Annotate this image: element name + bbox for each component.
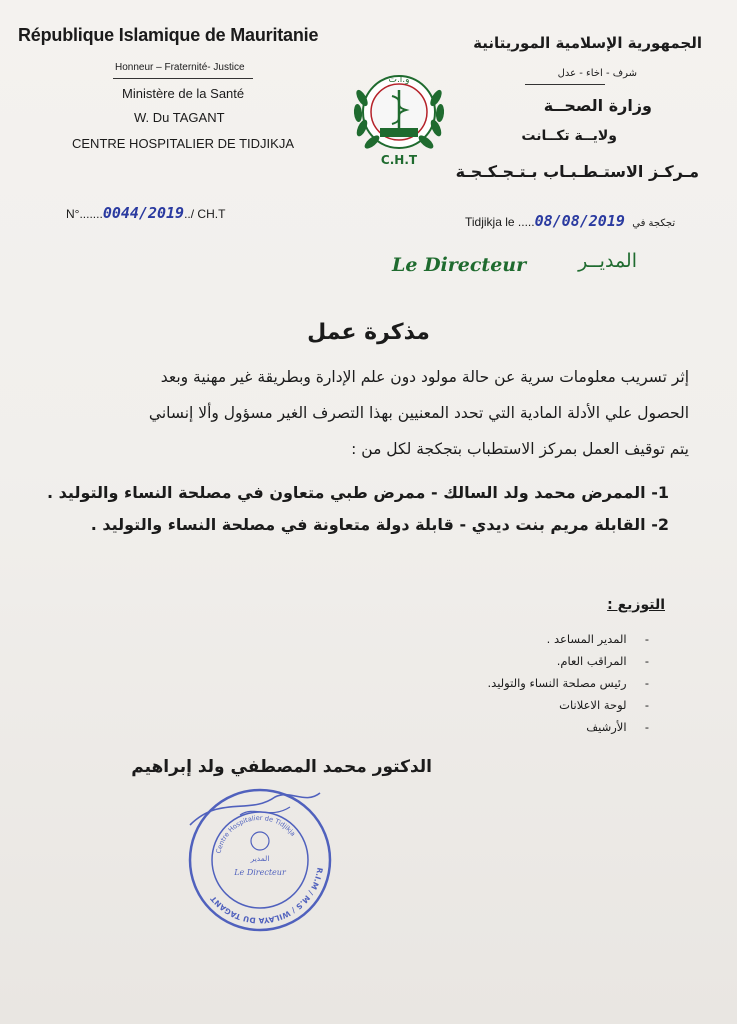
memo-line-2: الحصول علي الأدلة المادية التي تحدد المعنيين بهذا التصرف الغير مسؤول وألا إنساني — [148, 404, 689, 422]
distribution-title: التوزيع : — [607, 597, 665, 613]
logo-caption: C.H.T — [380, 153, 418, 167]
signatory-name: الدكتور محمد المصطفي ولد إبراهيم — [131, 757, 432, 777]
memo-item-2: 2- القابلة مريم بنت ديدي - قابلة دولة متعاونة في مصلحة النساء والتوليد . — [90, 515, 669, 534]
header-country-fr: République Islamique de Mauritanie — [18, 25, 319, 45]
reference-suffix: ../ CH.T — [184, 207, 226, 221]
memo-line-1: إثر تسريب معلومات سرية عن حالة مولود دون علم الإدارة وبطريقة غير مهنية وبعد — [160, 368, 689, 386]
header-country-ar: الجمهورية الإسلامية الموريتانية — [473, 34, 702, 52]
motto-underline — [113, 78, 253, 79]
stamp-center-label: Le Directeur — [234, 868, 286, 877]
header-region-fr: W. Du TAGANT — [134, 110, 225, 125]
director-ar: المديــر — [578, 250, 637, 272]
header-ministry-fr: Ministère de la Santé — [122, 86, 245, 101]
motto-ar-underline — [525, 84, 605, 85]
header-ministry-ar: وزارة الصحــة — [543, 96, 652, 115]
distribution-item: - رئيس مصلحة النساء والتوليد. — [487, 676, 649, 690]
date-line — [465, 212, 675, 230]
stamp-inner-text: Centre Hospitalier de Tidjikja — [214, 813, 298, 855]
distribution-item: - لوحة الاعلانات — [559, 698, 649, 712]
stamp-outer-text: R.I.M / M.S / WILAYA DU TAGANT — [208, 866, 325, 926]
director-fr: Le Directeur — [392, 254, 527, 276]
header-hospital-fr: CENTRE HOSPITALIER DE TIDJIKJA — [72, 136, 295, 151]
date-prefix: Tidjikja le ..... — [465, 215, 535, 229]
stamp-center-ar: المدير — [250, 854, 270, 863]
header-motto-fr: Honneur – Fraternité- Justice — [115, 62, 245, 73]
date-suffix-ar: تجكجة في — [632, 218, 676, 229]
reference-prefix: N°....... — [66, 207, 103, 221]
official-stamp — [180, 785, 340, 935]
memo-line-3: يتم توقيف العمل بمركز الاستطباب بتجكجة لكل من : — [351, 440, 689, 458]
reference-number: 0044/2019 — [102, 204, 185, 222]
memo-item-1: 1- الممرض محمد ولد السالك - ممرض طبي متعاون في مصلحة النساء والتوليد . — [47, 483, 669, 502]
svg-text:Centre Hospitalier de Tidjikja — [215, 814, 298, 854]
memo-title: مذكرة عمل — [307, 320, 430, 345]
header-hospital-ar: مـركـز الاستـطـبـاب بـتـجـكـجـة — [455, 162, 699, 181]
distribution-list — [349, 628, 649, 738]
distribution-item: - المدير المساعد . — [546, 632, 649, 646]
distribution-item: - المراقب العام. — [556, 654, 649, 668]
hospital-logo — [340, 58, 458, 176]
distribution-item: - الأرشيف — [586, 720, 649, 734]
logo-top-text: و.ا.ت — [388, 75, 410, 85]
date-value: 08/08/2019 — [534, 212, 625, 230]
reference-line — [66, 204, 225, 222]
header-motto-ar: شرف - اخاء - عدل — [557, 68, 637, 79]
header-region-ar: ولايــة تكــانت — [521, 128, 617, 144]
